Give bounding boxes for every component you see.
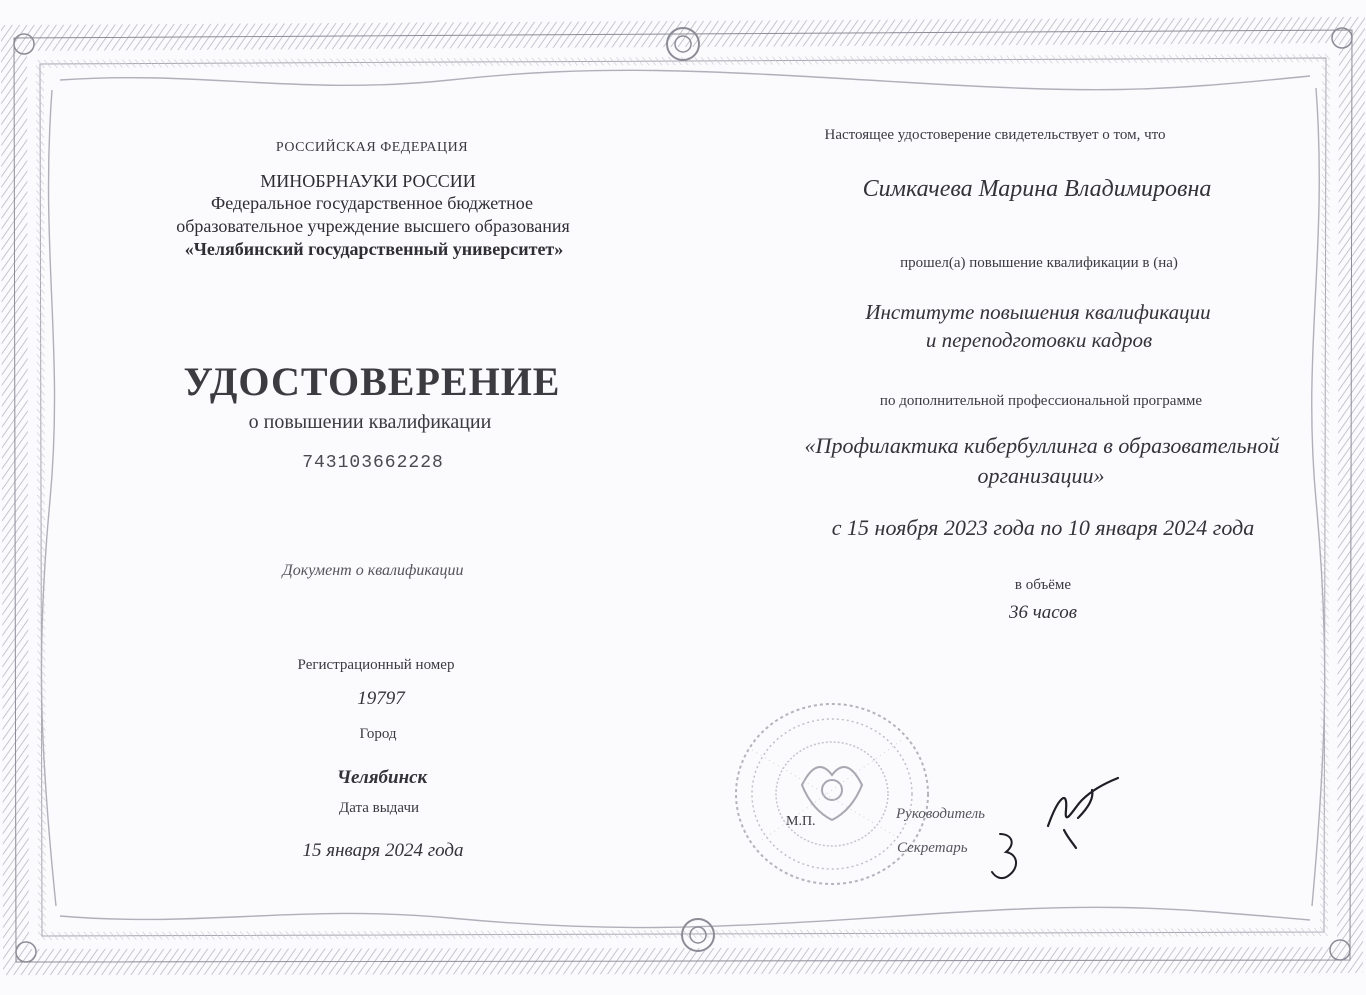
study-period: с 15 ноября 2023 года по 10 января 2024 года: [831, 515, 1255, 540]
country-header: РОССИЙСКАЯ ФЕДЕРАЦИЯ: [275, 140, 469, 155]
volume-label: в объёме: [1014, 577, 1072, 593]
program-line-2: организации»: [977, 463, 1105, 488]
person-name: Симкачева Марина Владимировна: [862, 176, 1212, 202]
city-value: Челябинск: [336, 767, 428, 788]
issue-date: 15 января 2024 года: [302, 840, 464, 861]
official-seal: [722, 690, 942, 890]
university-name: «Челябинский государственный университет»: [184, 239, 564, 259]
head-label: Руководитель: [896, 806, 985, 822]
secretary-signature: [982, 828, 1032, 890]
organization-line-2: образовательное учреждение высшего образования: [176, 216, 570, 236]
ministry-name: МИНОБРНАУКИ РОССИИ: [260, 171, 476, 191]
organization-line-1: Федеральное государственное бюджетное: [211, 193, 533, 213]
registration-number: 19797: [357, 688, 405, 709]
document-type: Документ о квалификации: [282, 562, 464, 579]
document-title: УДОСТОВЕРЕНИЕ: [183, 359, 561, 404]
document-subtitle: о повышении квалификации: [248, 411, 492, 433]
issue-date-label: Дата выдачи: [338, 800, 420, 816]
institute-line-1: Институте повышения квалификации: [865, 300, 1211, 324]
serial-number: 743103662228: [302, 453, 444, 473]
program-label: по дополнительной профессиональной программе: [879, 393, 1203, 409]
passed-text: прошел(а) повышение квалификации в (на): [900, 255, 1178, 271]
institute-line-2: и переподготовки кадров: [925, 328, 1153, 352]
city-label: Город: [359, 726, 397, 742]
program-line-1: «Профилактика кибербуллинга в образовательной: [804, 433, 1280, 458]
head-signature: [1038, 768, 1128, 858]
stamp-label: М.П.: [786, 814, 816, 829]
registration-label: Регистрационный номер: [297, 657, 455, 673]
intro-text: Настоящее удостоверение свидетельствует о том, что: [824, 127, 1166, 143]
volume-hours: 36 часов: [1008, 602, 1078, 623]
secretary-label: Секретарь: [897, 840, 968, 856]
